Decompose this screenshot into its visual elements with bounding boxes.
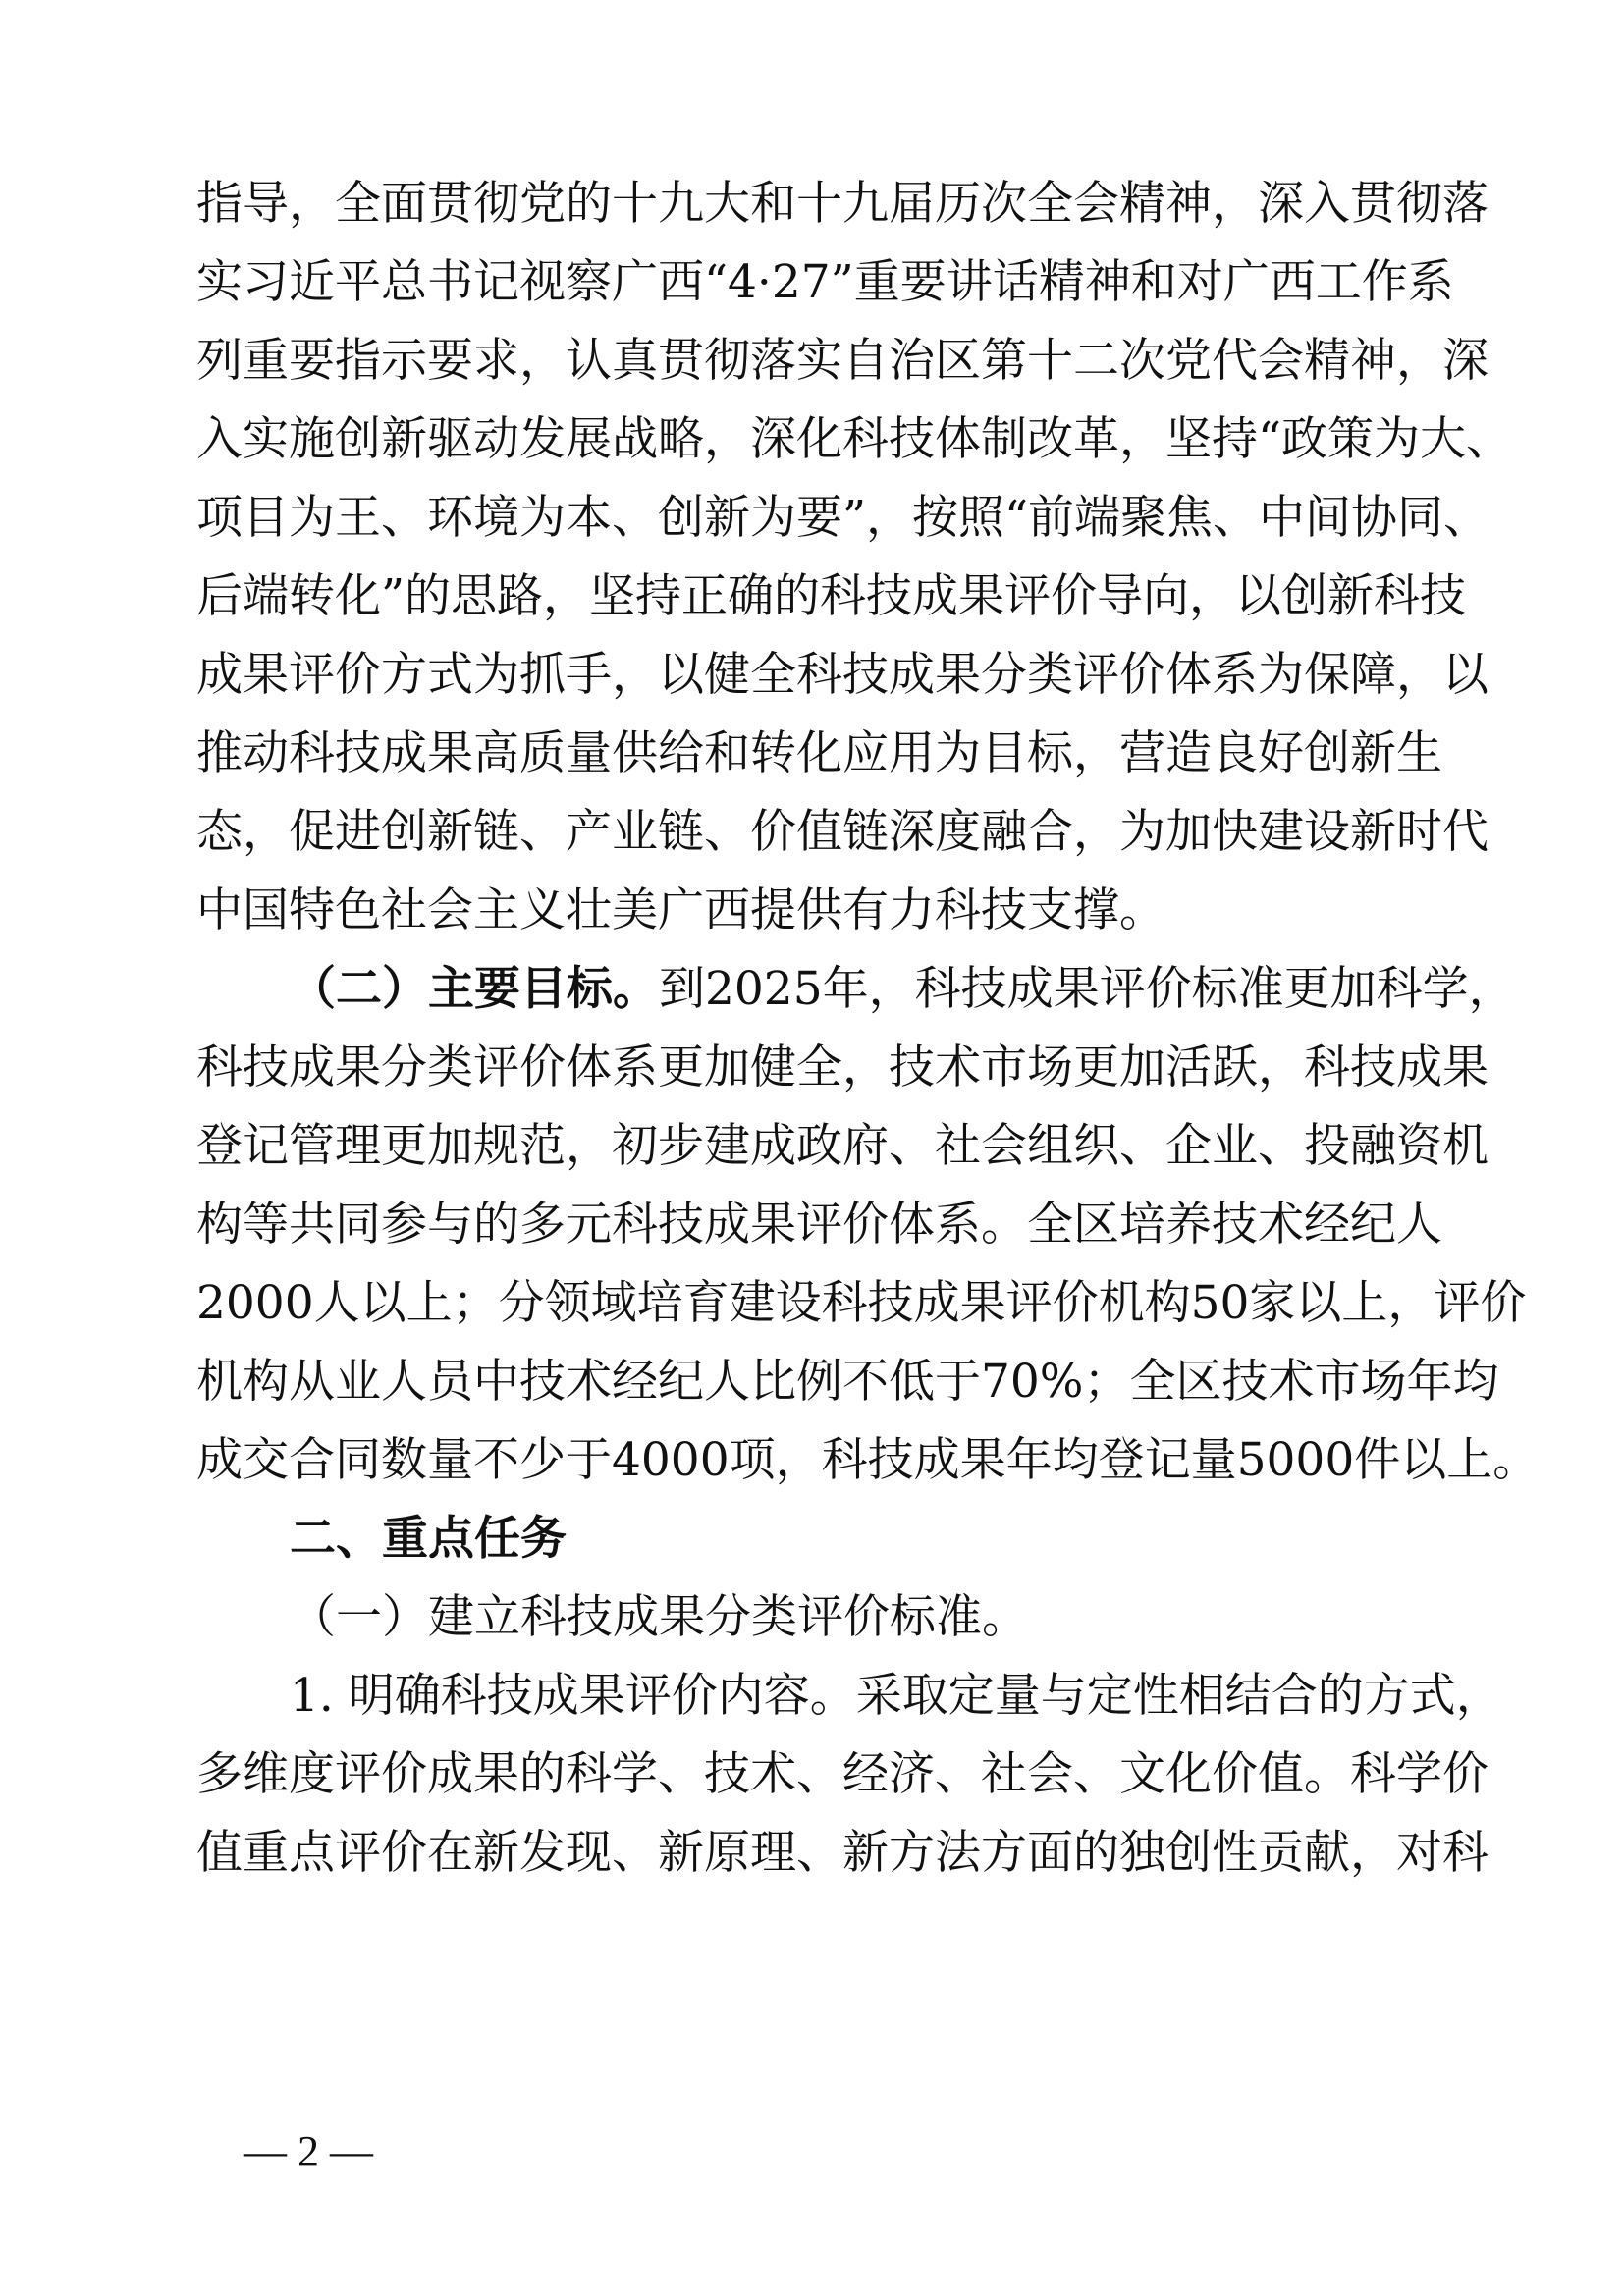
text-line: 后端转化”的思路，坚持正确的科技成果评价导向，以创新科技 — [196, 569, 1467, 623]
text-line: 值重点评价在新发现、新原理、新方法方面的独创性贡献，对科 — [196, 1826, 1489, 1880]
goals-first-line-text: 到2025年，科技成果评价标准更加科学， — [659, 962, 1515, 1016]
text-line: 实习近平总书记视察广西“4·27”重要讲话精神和对广西工作系 — [196, 255, 1454, 309]
goals-first-line — [290, 950, 1515, 1029]
text-line: 指导，全面贯彻党的十九大和十九届历次全会精神，深入贯彻落 — [196, 177, 1489, 231]
text-line: 列重要指示要求，认真贯彻落实自治区第十二次党代会精神，深 — [196, 334, 1489, 388]
text-line: 1. 明确科技成果评价内容。采取定量与定性相结合的方式， — [290, 1669, 1502, 1723]
text-line: 入实施创新驱动发展战略，深化科技体制改革，坚持“政策为大、 — [196, 412, 1513, 466]
subsection-heading: （一）建立科技成果分类评价标准。 — [290, 1590, 1028, 1644]
text-line: 登记管理更加规范，初步建成政府、社会组织、企业、投融资机 — [196, 1119, 1489, 1173]
text-line: 多维度评价成果的科学、技术、经济、社会、文化价值。科学价 — [196, 1747, 1489, 1801]
text-line: 构等共同参与的多元科技成果评价体系。全区培养技术经纪人 — [196, 1198, 1442, 1252]
text-line: 2000人以上；分领域培育建设科技成果评价机构50家以上，评价 — [196, 1276, 1527, 1330]
text-line: 科技成果分类评价体系更加健全，技术市场更加活跃，科技成果 — [196, 1041, 1489, 1095]
text-line: 机构从业人员中技术经纪人比例不低于70%；全区技术市场年均 — [196, 1355, 1499, 1409]
section-heading: 二、重点任务 — [290, 1512, 567, 1566]
text-line: 项目为王、环境为本、创新为要”，按照“前端聚焦、中间协同、 — [196, 491, 1490, 545]
text-line: 成交合同数量不少于4000项，科技成果年均登记量5000件以上。 — [196, 1433, 1540, 1487]
text-line: 中国特色社会主义壮美广西提供有力科技支撑。 — [196, 883, 1165, 937]
page-number: — 2 — — [244, 2127, 373, 2175]
text-line: 成果评价方式为抓手，以健全科技成果分类评价体系为保障，以 — [196, 648, 1489, 702]
goals-heading: （二）主要目标。 — [290, 962, 659, 1016]
text-line: 推动科技成果高质量供给和转化应用为目标，营造良好创新生 — [196, 726, 1442, 780]
text-line: 态，促进创新链、产业链、价值链深度融合，为加快建设新时代 — [196, 805, 1489, 859]
